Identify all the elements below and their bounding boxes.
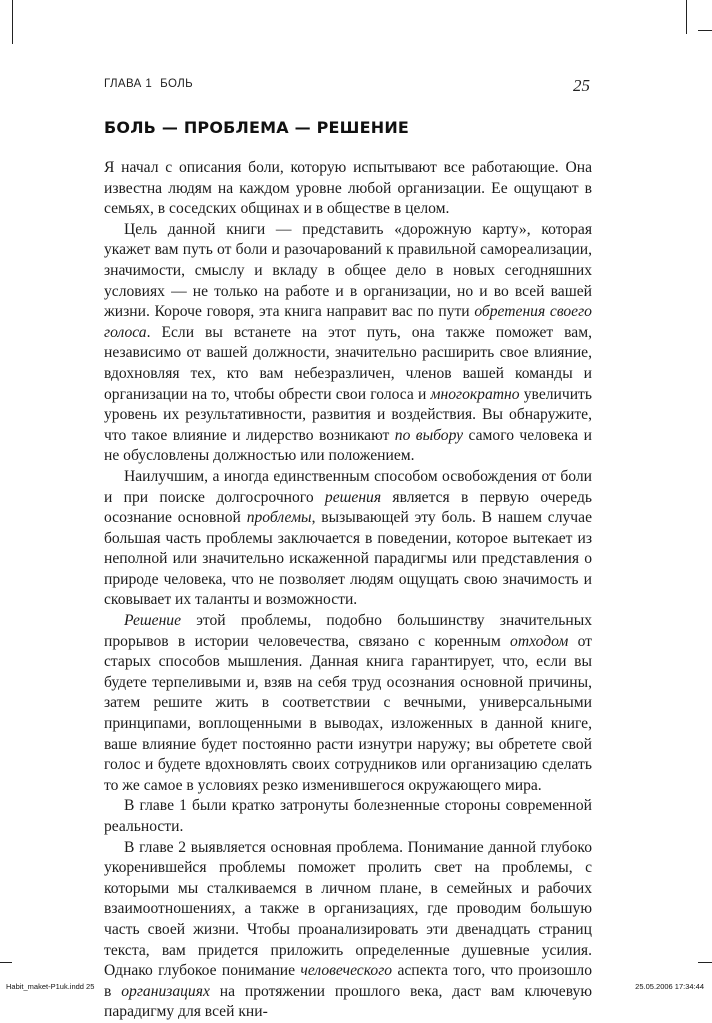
italic-text: отходом [510,632,569,650]
italic-text: организациях [121,982,210,1000]
text-run: , вызывающей эту боль. В нашем случае большая часть проблемы заключается в поведении, которое вытекает из неполной или значительно искаженной парадигмы или представления о природе человека, что не позволяет людям ощущать свою значимость и сковывает их таланты и возможности. [104,509,592,609]
italic-text: обретения своего голоса [104,303,592,341]
text-run: Наилучшим, а иногда единственным способом освобождения от боли и при поиске долгосрочного [104,467,592,506]
italic-text: многократно [430,385,520,403]
crop-mark-top-right [686,0,687,34]
section-title: БОЛЬ — ПРОБЛЕМА — РЕШЕНИЕ [104,118,410,137]
paragraph [104,467,592,611]
italic-text: по выбору [394,426,464,444]
text-run: самого человека и не обусловлены должностью или положением. [104,426,592,465]
text-run: Я начал с описания боли, которую испытывают все работающие. Она известна людям на каждом уровне любой организации. Ее ощущают в семьях, в соседских общинах и в обществе в целом. [104,159,592,218]
crop-mark-bottom-left [0,962,12,963]
crop-mark-bottom-right [698,962,712,963]
paragraph [104,838,592,1023]
italic-text: Решение [124,612,182,630]
text-run: является в первую очередь осознание основной [104,488,592,527]
text-run: Цель данной книги — представить «дорожную карту», которая укажет вам путь от боли и разочарований к правильной самореализации, значимости, смыслу и вкладу в общее дело в новых сегодняшних условиях — не только на работе и в организации, но и во всей вашей жизни. Короче говоря, эта книга направит вас по пути [104,220,592,321]
italic-text: человеческого [300,962,393,980]
text-run: на протяжении прошлого века, даст вам ключевую парадигму для всей кни- [104,982,592,1021]
text-run: этой проблемы, подобно большинству значительных прорывов в истории человечества, связано с коренным [104,612,592,650]
running-head [104,78,193,90]
text-run: от старых способов мышления. Данная книга гарантирует, что, если вы будете терпеливыми и, взяв на себя труд осознания основной причины, затем решите жить в соответствии с вечными, универсальными принципами, воплощенными в выводах, изложенных в данной книге, ваше влияние будет постоянно расти изнутри наружу; вы обретете свой голос и будете вдохновлять своих сотрудников или организацию сделать то же самое в условиях резко изменившегося окружающего мира. [104,632,592,794]
text-run: . Если вы встанете на этот путь, она также поможет вам, независимо от вашей должности, значительно расширить свое влияние, вдохновляя тех, кто вам небезразличен, членов вашей команды и организации на то, чтобы обрести свои голоса и [104,323,592,403]
paragraph [104,796,592,837]
italic-text: решения [324,488,382,506]
text-run: аспекта того, что произошло в [104,962,592,1000]
text-run: увеличить уровень их результативности, развития и воздействия. Вы обнаружите, что такое влияние и лидерство возникают [104,385,592,444]
paragraph [104,158,592,220]
paragraph [104,611,592,796]
text-run: В главе 1 были кратко затронуты болезненные стороны современной реальности. [104,797,592,835]
italic-text: проблемы [246,509,312,527]
print-timestamp: 25.05.2006 17:34:44 [635,982,704,991]
body-text [104,158,592,1023]
page-number: 25 [573,76,590,95]
text-run: В главе 2 выявляется основная проблема. Понимание данной глубоко укоренившейся проблемы поможет пролить свет на проблемы, с которыми мы сталкиваемся в личном плане, в семейных и рабочих взаимоотношениях, а также в организациях, где проводим большую часть своей жизни. Чтобы проанализировать эти двенадцать страниц текста, вам придется приложить определенные душевные усилия. Однако глубокое понимание [104,838,592,980]
chapter-label: ГЛАВА 1 [104,78,153,90]
crop-mark-top-left [12,0,13,44]
print-file-info: Habit_maket-P1uk.indd 25 [6,982,95,991]
crop-mark-right-top [698,30,712,31]
chapter-title: БОЛЬ [160,78,194,90]
paragraph [104,220,592,467]
